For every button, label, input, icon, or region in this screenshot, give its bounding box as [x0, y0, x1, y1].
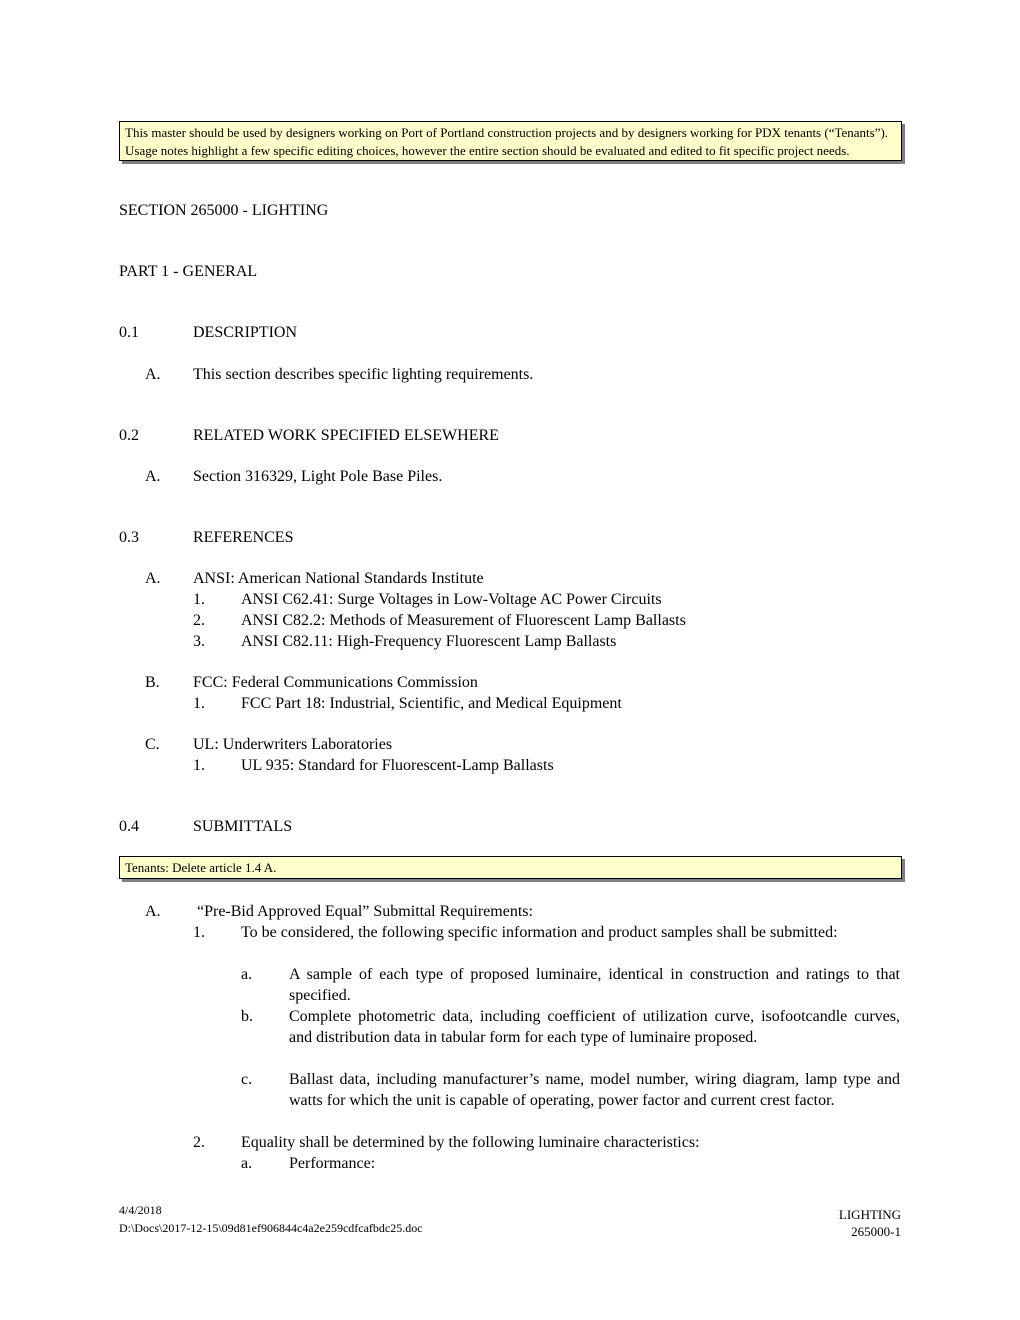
list-item: UL 935: Standard for Fluorescent-Lamp Ballasts	[241, 757, 554, 774]
sublist-letter: b.	[241, 1008, 253, 1025]
sublist-item: Performance:	[289, 1155, 376, 1172]
article-title: DESCRIPTION	[193, 324, 298, 341]
paragraph-label: B.	[145, 674, 160, 691]
paragraph-text: “Pre-Bid Approved Equal” Submittal Requirements:	[193, 903, 533, 920]
list-item: ANSI C82.11: High-Frequency Fluorescent Lamp Ballasts	[241, 633, 617, 650]
paragraph-label: A.	[145, 903, 161, 920]
article-number: 0.3	[119, 529, 139, 546]
article-title: RELATED WORK SPECIFIED ELSEWHERE	[193, 427, 499, 444]
article-title: REFERENCES	[193, 529, 294, 546]
sublist-letter: a.	[241, 1155, 253, 1172]
sublist-item: A sample of each type of proposed luminaire, identical in construction and ratings to that specified.	[289, 966, 900, 1004]
usage-note-text: Tenants: Delete article 1.4 A.	[125, 860, 277, 875]
paragraph-text: ANSI: American National Standards Institute	[193, 570, 484, 587]
section-title: SECTION 265000 - LIGHTING	[119, 202, 329, 219]
footer-page-number: 265000-1	[851, 1224, 901, 1239]
paragraph-text: FCC: Federal Communications Commission	[193, 674, 478, 691]
sublist-item: Complete photometric data, including coefficient of utilization curve, isofootcandle curves, and distribution data in tabular form for each type of luminaire proposed.	[289, 1008, 900, 1046]
list-number: 1.	[193, 924, 205, 941]
list-item: ANSI C82.2: Methods of Measurement of Fluorescent Lamp Ballasts	[241, 612, 686, 629]
paragraph-text: This section describes specific lighting requirements.	[193, 366, 534, 383]
paragraph-label: A.	[145, 468, 161, 485]
usage-note-text: This master should be used by designers working on Port of Portland construction projects and by designers working for PDX tenants (“Tenants”). Usage notes highlight a few specific editing choices, however the entire section should be evaluated and edited to fit specific project needs.	[125, 125, 889, 158]
article-number: 0.1	[119, 324, 139, 341]
list-item: To be considered, the following specific information and product samples shall be submitted:	[241, 924, 838, 941]
article-number: 0.4	[119, 818, 139, 835]
list-item: ANSI C62.41: Surge Voltages in Low-Voltage AC Power Circuits	[241, 591, 662, 608]
footer-date: 4/4/2018	[119, 1203, 162, 1217]
sublist-letter: c.	[241, 1071, 253, 1088]
footer-section-title: LIGHTING	[838, 1207, 901, 1222]
paragraph-text: Section 316329, Light Pole Base Piles.	[193, 468, 443, 485]
sublist-letter: a.	[241, 966, 253, 983]
list-number: 1.	[193, 591, 205, 608]
list-number: 1.	[193, 757, 205, 774]
article-number: 0.2	[119, 427, 139, 444]
sublist-item: Ballast data, including manufacturer’s name, model number, wiring diagram, lamp type and watts for which the unit is capable of operating, power factor and current crest factor.	[289, 1071, 900, 1109]
part-title: PART 1 - GENERAL	[119, 263, 258, 280]
paragraph-label: A.	[145, 366, 161, 383]
list-item: FCC Part 18: Industrial, Scientific, and Medical Equipment	[241, 695, 622, 712]
list-number: 2.	[193, 1134, 205, 1151]
list-number: 2.	[193, 612, 205, 629]
usage-note-tenants	[119, 856, 902, 879]
list-number: 1.	[193, 695, 205, 712]
article-title: SUBMITTALS	[193, 818, 293, 835]
paragraph-text: UL: Underwriters Laboratories	[193, 736, 393, 753]
usage-note-master	[119, 121, 902, 161]
list-number: 3.	[193, 633, 205, 650]
paragraph-label: A.	[145, 570, 161, 587]
paragraph-label: C.	[145, 736, 160, 753]
list-item: Equality shall be determined by the following luminaire characteristics:	[241, 1134, 700, 1151]
footer-file-path: D:\Docs\2017-12-15\09d81ef906844c4a2e259cdfcafbdc25.doc	[119, 1221, 423, 1235]
